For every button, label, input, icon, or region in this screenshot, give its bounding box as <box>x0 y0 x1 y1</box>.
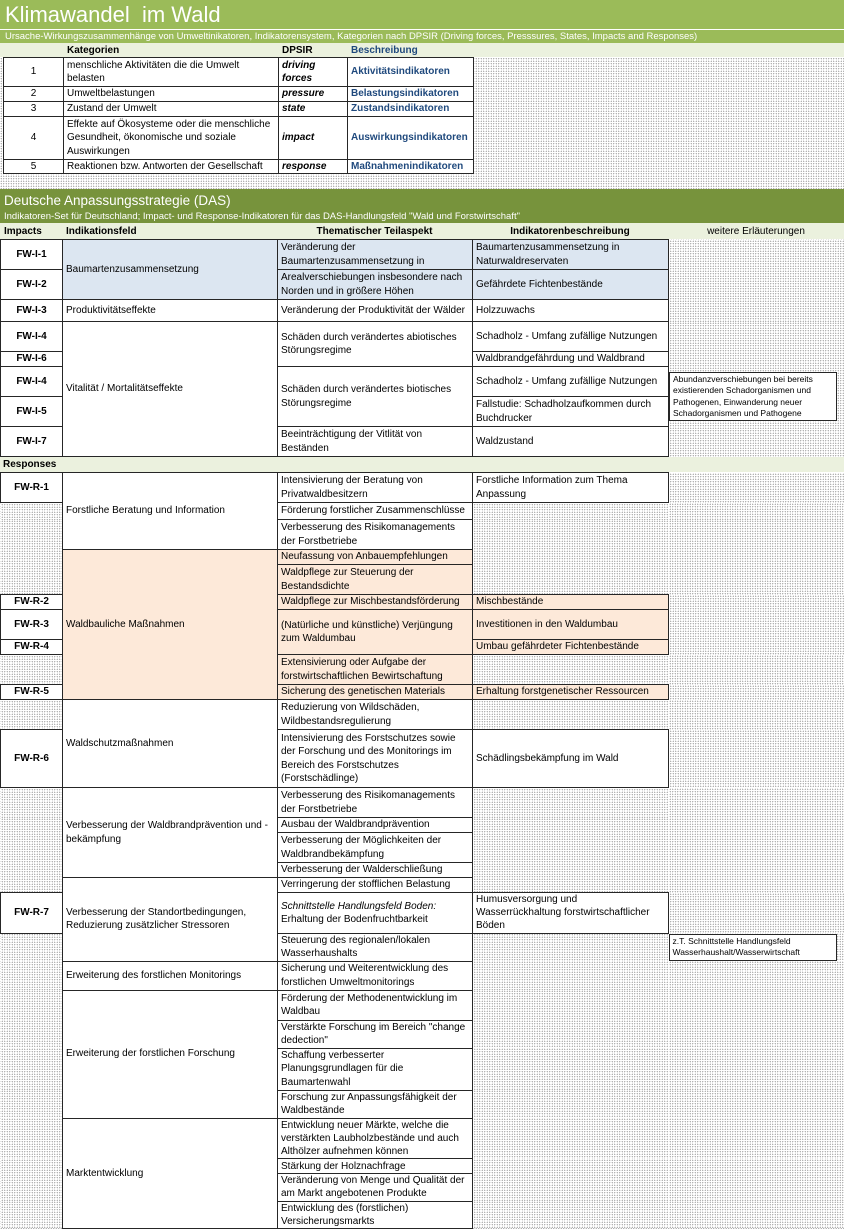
teilaspekt-cell: Verringerung der stofflichen Belastung <box>278 878 473 893</box>
col-header-teilaspekt: Thematischer Teilaspekt <box>277 226 472 237</box>
kategorie-cell: Zustand der Umwelt <box>64 102 279 117</box>
row-number: 1 <box>4 58 64 87</box>
teilaspekt-cell: Sicherung des genetischen Materials <box>278 685 473 700</box>
teilaspekt-cell: (Natürliche und künstliche) Verjüngung zum Waldumbau <box>278 610 473 655</box>
teilaspekt-cell: Verbesserung der Möglichkeiten der Waldbrandbekämpfung <box>278 833 473 863</box>
indikationsfeld-cell: Forstliche Beratung und Information <box>63 473 278 550</box>
table-row <box>4 117 474 160</box>
beschreibung-cell: Waldzustand <box>473 427 669 457</box>
beschreibung-cell: Waldbrandgefährdung und Waldbrand <box>473 352 669 367</box>
impact-code-cell: FW-I-4 <box>1 367 63 397</box>
teilaspekt-cell: Neufassung von Anbauempfehlungen <box>278 550 473 565</box>
col-header-indikatorenbeschreibung: Indikatorenbeschreibung <box>472 226 668 237</box>
empty-cell <box>473 550 669 565</box>
beschreibung-cell: Fallstudie: Schadholzaufkommen durch Buchdrucker <box>473 397 669 427</box>
row-number: 4 <box>4 117 64 160</box>
response-code-cell: FW-R-6 <box>1 730 63 788</box>
beschreibung-cell: Investitionen in den Waldumbau <box>473 610 669 640</box>
indikationsfeld-cell: Erweiterung des forstlichen Monitorings <box>63 961 278 990</box>
kategorie-cell: Effekte auf Ökosysteme oder die menschliche Gesundheit, ökonomische und soziale Auswirkungen <box>64 117 279 160</box>
teilaspekt-cell: Steuerung des regionalen/lokalen Wasserhaushalts <box>278 933 473 961</box>
empty-cell <box>1 655 63 685</box>
empty-cell <box>669 640 844 655</box>
impact-code-cell: FW-I-3 <box>1 300 63 322</box>
empty-cell <box>669 730 844 788</box>
teilaspekt-cell: Entwicklung des (forstlichen) Versicherungsmarkts <box>278 1201 473 1228</box>
table-row <box>1 550 844 565</box>
col-header-indikationsfeld: Indikationsfeld <box>62 226 277 237</box>
table-row <box>4 87 474 102</box>
kategorie-cell: Reaktionen bzw. Antworten der Gesellschaft <box>64 160 279 174</box>
table-row <box>1 961 844 990</box>
empty-cell <box>473 503 669 520</box>
empty-cell <box>473 788 669 818</box>
table-row <box>1 240 844 270</box>
empty-cell <box>473 833 669 863</box>
indikationsfeld-cell: Erweiterung der forstlichen Forschung <box>63 990 278 1118</box>
kategorien-header-row <box>0 43 844 57</box>
empty-cell <box>1 503 63 520</box>
note-box: z.T. Schnittstelle Handlungsfeld Wasserhaushalt/Wasserwirtschaft <box>669 934 837 961</box>
empty-cell <box>473 863 669 878</box>
indikationsfeld-cell: Verbesserung der Waldbrandprävention und -bekämpfung <box>63 788 278 878</box>
empty-cell <box>473 1201 669 1228</box>
teilaspekt-cell: Schäden durch verändertes abiotisches Störungsregime <box>278 322 473 367</box>
empty-cell <box>1 933 63 961</box>
empty-cell <box>473 1174 669 1201</box>
teilaspekt-cell: Forschung zur Anpassungsfähigkeit der Waldbestände <box>278 1090 473 1118</box>
empty-cell <box>473 700 669 730</box>
empty-cell <box>1 961 63 990</box>
empty-cell <box>1 1090 63 1118</box>
teilaspekt-cell: Förderung forstlicher Zusammenschlüsse <box>278 503 473 520</box>
beschreibung-cell: Auswirkungsindikatoren <box>348 117 474 160</box>
row-number: 2 <box>4 87 64 102</box>
page-subtitle: Ursache-Wirkungszusammenhänge von Umweltinikatoren, Indikatorensystem, Kategorien nach DPSIR (Driving forces, Presssures, States, Impacts and Responses) <box>0 30 844 43</box>
empty-cell <box>1 818 63 833</box>
empty-cell <box>669 300 844 322</box>
teilaspekt-cell: Waldpflege zur Mischbestandsförderung <box>278 595 473 610</box>
table-row <box>4 102 474 117</box>
empty-cell <box>473 1118 669 1159</box>
row-number: 3 <box>4 102 64 117</box>
teilaspekt-cell <box>278 893 473 934</box>
impact-code-cell: FW-I-2 <box>1 270 63 300</box>
col-header-dpsir: DPSIR <box>278 45 347 56</box>
teilaspekt-cell: Reduzierung von Wildschäden, Wildbestandsregulierung <box>278 700 473 730</box>
teilaspekt-cell: Intensivierung der Beratung von Privatwaldbesitzern <box>278 473 473 503</box>
empty-cell <box>669 610 844 640</box>
teilaspekt-cell: Beeinträchtigung der Vitlität von Beständen <box>278 427 473 457</box>
teilaspekt-cell: Stärkung der Holznachfrage <box>278 1159 473 1174</box>
teilaspekt-cell: Verbesserung des Risikomanagements der Forstbetriebe <box>278 520 473 550</box>
indikationsfeld-cell: Marktentwicklung <box>63 1118 278 1228</box>
impact-code-cell: FW-I-5 <box>1 397 63 427</box>
empty-cell <box>669 961 844 990</box>
table-row <box>1 322 844 352</box>
empty-cell <box>473 565 669 595</box>
teilaspekt-cell: Verbesserung des Risikomanagements der Forstbetriebe <box>278 788 473 818</box>
teilaspekt-cell: Extensivierung oder Aufgabe der forstwirtschaftlichen Bewirtschaftung <box>278 655 473 685</box>
empty-cell <box>669 595 844 610</box>
empty-cell <box>473 1090 669 1118</box>
kategorie-cell: Umweltbelastungen <box>64 87 279 102</box>
col-header-beschreibung: Beschreibung <box>347 45 473 56</box>
empty-cell <box>1 833 63 863</box>
empty-cell <box>669 700 844 730</box>
beschreibung-cell: Holzzuwachs <box>473 300 669 322</box>
response-code-cell: FW-R-3 <box>1 610 63 640</box>
teilaspekt-cell: Veränderung der Baumartenzusammensetzung in <box>278 240 473 270</box>
kategorie-cell: menschliche Aktivitäten die die Umwelt belasten <box>64 58 279 87</box>
teilaspekt-cell: Veränderung der Produktivität der Wälder <box>278 300 473 322</box>
teilaspekt-cell: Förderung der Methodenentwicklung im Waldbau <box>278 990 473 1020</box>
dpsir-cell: driving forces <box>279 58 348 87</box>
beschreibung-cell: Maßnahmenindikatoren <box>348 160 474 174</box>
indikationsfeld-cell: Waldbauliche Maßnahmen <box>63 550 278 700</box>
beschreibung-cell: Erhaltung forstgenetischer Ressourcen <box>473 685 669 700</box>
empty-cell <box>1 1048 63 1090</box>
teilaspekt-cell: Entwicklung neuer Märkte, welche die verstärkten Laubholzbestände und auch Althölzer aufnehmen können <box>278 1118 473 1159</box>
col-header-erlaeuterungen: weitere Erläuterungen <box>668 226 844 237</box>
empty-cell <box>473 878 669 893</box>
table-row <box>1 700 844 730</box>
empty-cell <box>1 1201 63 1228</box>
empty-cell <box>1 990 63 1020</box>
empty-cell <box>669 322 844 352</box>
beschreibung-cell: Forstliche Information zum Thema Anpassung <box>473 473 669 503</box>
table-row <box>1 473 844 503</box>
impact-code-cell: FW-I-7 <box>1 427 63 457</box>
teilaspekt-cell: Schaffung verbesserter Planungsgrundlagen für die Baumartenwahl <box>278 1048 473 1090</box>
empty-cell <box>473 990 669 1020</box>
indikationsfeld-cell: Waldschutzmaßnahmen <box>63 700 278 788</box>
das-header-row <box>0 223 844 239</box>
das-title: Deutsche Anpassungsstrategie (DAS) <box>0 189 844 210</box>
empty-cell <box>669 240 844 270</box>
table-row <box>1 300 844 322</box>
empty-cell <box>1 878 63 893</box>
indikationsfeld-cell: Produktivitätseffekte <box>63 300 278 322</box>
table-row <box>1 1118 844 1159</box>
empty-cell <box>669 427 844 457</box>
empty-cell <box>669 788 844 818</box>
empty-cell <box>473 1159 669 1174</box>
indikationsfeld-cell: Baumartenzusammensetzung <box>63 240 278 300</box>
empty-cell <box>473 933 669 961</box>
empty-cell <box>473 818 669 833</box>
teilaspekt-cell: Waldpflege zur Steuerung der Bestandsdichte <box>278 565 473 595</box>
dpsir-category-table <box>3 57 474 174</box>
empty-cell <box>669 990 844 1020</box>
empty-cell <box>669 1118 844 1159</box>
beschreibung-cell: Umbau gefährdeter Fichtenbestände <box>473 640 669 655</box>
empty-cell <box>669 503 844 520</box>
note-box: Abundanzverschiebungen bei bereits existierenden Schadorganismen und Pathogenen, Einwanderung neuer Schadorganismen und Pathogene <box>669 372 837 422</box>
table-row <box>4 58 474 87</box>
empty-cell <box>473 1048 669 1090</box>
empty-cell <box>473 1020 669 1048</box>
empty-cell <box>669 863 844 878</box>
table-row <box>4 160 474 174</box>
empty-cell <box>1 1020 63 1048</box>
impact-code-cell: FW-I-6 <box>1 352 63 367</box>
empty-cell <box>1 1159 63 1174</box>
empty-cell <box>669 550 844 565</box>
empty-cell <box>1 1174 63 1201</box>
dpsir-section <box>0 57 844 189</box>
impact-code-cell: FW-I-4 <box>1 322 63 352</box>
empty-cell <box>669 1020 844 1048</box>
teilaspekt-cell: Schäden durch verändertes biotisches Störungsregime <box>278 367 473 427</box>
empty-cell <box>669 685 844 700</box>
beschreibung-cell: Zustandsindikatoren <box>348 102 474 117</box>
empty-cell <box>1 700 63 730</box>
teilaspekt-cell: Verbesserung der Walderschließung <box>278 863 473 878</box>
empty-cell <box>1 550 63 565</box>
teilaspekt-regular-part: Erhaltung der Bodenfruchtbarkeit <box>281 913 469 926</box>
empty-cell <box>473 520 669 550</box>
empty-cell <box>669 1174 844 1201</box>
col-header-kategorien: Kategorien <box>63 45 278 56</box>
empty-cell <box>669 473 844 503</box>
teilaspekt-cell: Ausbau der Waldbrandprävention <box>278 818 473 833</box>
das-band <box>0 189 844 223</box>
empty-cell <box>1 565 63 595</box>
empty-cell <box>669 893 844 934</box>
beschreibung-cell: Aktivitätsindikatoren <box>348 58 474 87</box>
erlaeuterung-cell <box>669 367 844 427</box>
table-row <box>1 990 844 1020</box>
empty-cell <box>669 1201 844 1228</box>
dpsir-cell: pressure <box>279 87 348 102</box>
empty-cell <box>669 352 844 367</box>
empty-cell <box>1 520 63 550</box>
response-code-cell: FW-R-4 <box>1 640 63 655</box>
beschreibung-cell: Schadholz - Umfang zufällige Nutzungen <box>473 322 669 352</box>
erlaeuterung-cell <box>669 933 844 961</box>
teilaspekt-italic-part: Schnittstelle Handlungsfeld Boden: <box>281 900 469 913</box>
empty-cell <box>669 520 844 550</box>
empty-cell <box>669 833 844 863</box>
dpsir-cell: state <box>279 102 348 117</box>
teilaspekt-cell: Verstärkte Forschung im Bereich "change dedection" <box>278 1020 473 1048</box>
title-band <box>0 0 844 43</box>
empty-cell <box>473 655 669 685</box>
indikationsfeld-cell: Vitalität / Mortalitätseffekte <box>63 322 278 457</box>
empty-cell <box>669 1159 844 1174</box>
dpsir-cell: impact <box>279 117 348 160</box>
beschreibung-cell: Gefährdete Fichtenbestände <box>473 270 669 300</box>
empty-cell <box>1 863 63 878</box>
col-header-impacts: Impacts <box>0 226 62 237</box>
teilaspekt-cell: Veränderung von Menge und Qualität der am Markt angebotenen Produkte <box>278 1174 473 1201</box>
response-code-cell: FW-R-7 <box>1 893 63 934</box>
empty-cell <box>669 1048 844 1090</box>
empty-cell <box>669 655 844 685</box>
beschreibung-cell: Baumartenzusammensetzung in Naturwaldreservaten <box>473 240 669 270</box>
table-row <box>1 878 844 893</box>
dpsir-cell: response <box>279 160 348 174</box>
teilaspekt-cell: Arealverschiebungen insbesondere nach Norden und in größere Höhen <box>278 270 473 300</box>
empty-cell <box>1 788 63 818</box>
beschreibung-cell: Mischbestände <box>473 595 669 610</box>
beschreibung-cell: Humusversorgung und Wasserrückhaltung forstwirtschaftlicher Böden <box>473 893 669 934</box>
das-impacts-table <box>0 239 844 457</box>
response-code-cell: FW-R-5 <box>1 685 63 700</box>
empty-cell <box>669 878 844 893</box>
indikationsfeld-cell: Verbesserung der Standortbedingungen, Reduzierung zusätzlicher Stressoren <box>63 878 278 962</box>
row-number: 5 <box>4 160 64 174</box>
das-responses-table <box>0 472 844 1229</box>
response-code-cell: FW-R-1 <box>1 473 63 503</box>
empty-cell <box>1 1118 63 1159</box>
empty-cell <box>669 565 844 595</box>
impact-code-cell: FW-I-1 <box>1 240 63 270</box>
response-code-cell: FW-R-2 <box>1 595 63 610</box>
beschreibung-cell: Schädlingsbekämpfung im Wald <box>473 730 669 788</box>
page-title: Klimawandel im Wald <box>0 0 844 30</box>
teilaspekt-cell: Intensivierung des Forstschutzes sowie der Forschung und des Monitorings im Bereich des Forstschutzes (Forstschädlinge) <box>278 730 473 788</box>
beschreibung-cell: Belastungsindikatoren <box>348 87 474 102</box>
beschreibung-cell: Schadholz - Umfang zufällige Nutzungen <box>473 367 669 397</box>
table-row <box>1 788 844 818</box>
empty-cell <box>669 1090 844 1118</box>
empty-cell <box>473 961 669 990</box>
responses-section-label: Responses <box>0 457 844 472</box>
empty-cell <box>669 818 844 833</box>
empty-cell <box>669 270 844 300</box>
das-subtitle: Indikatoren-Set für Deutschland; Impact- und Response-Indikatoren für das DAS-Handlungsfeld "Wald und Forstwirtschaft" <box>0 210 844 223</box>
teilaspekt-cell: Sicherung und Weiterentwicklung des forstlichen Umweltmonitorings <box>278 961 473 990</box>
